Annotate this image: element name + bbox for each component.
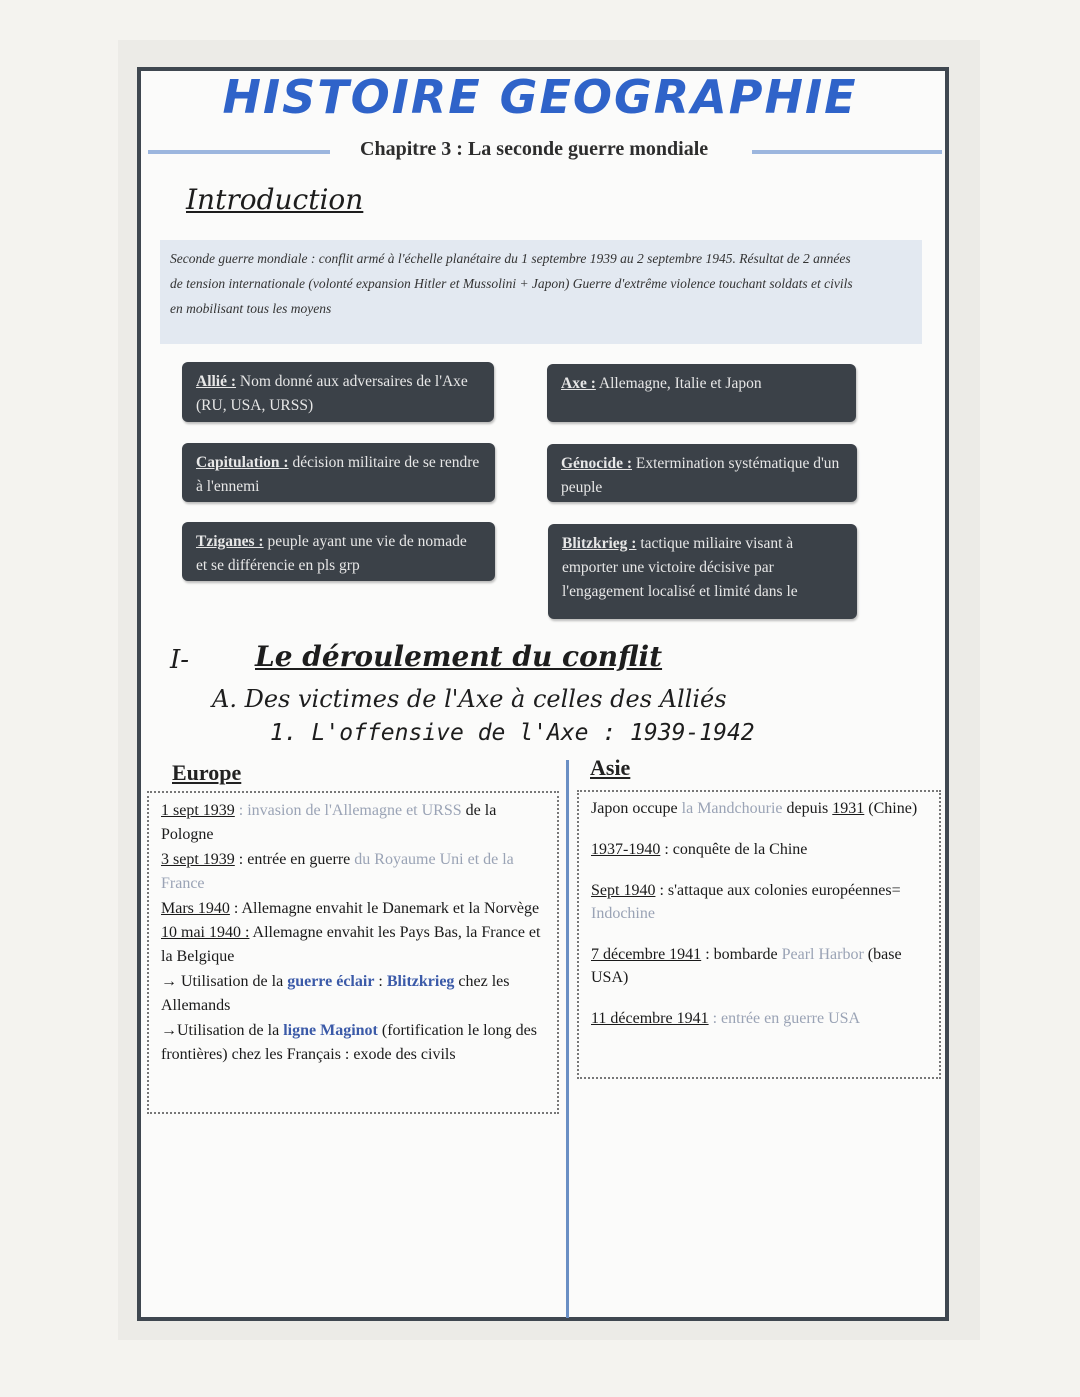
- event-faded-text: invasion de l'Allemagne et URSS: [247, 802, 462, 819]
- event-date: 1937-1940: [591, 841, 661, 858]
- introduction-box: [160, 240, 922, 344]
- keyword-guerre-eclair: guerre éclair: [287, 972, 375, 990]
- europe-note: [161, 1019, 547, 1068]
- page-title: HISTOIRE GEOGRAPHIE: [222, 70, 858, 124]
- note-text: (fortification le long des frontières) chez les Français : exode des civils: [161, 1021, 537, 1064]
- introduction-heading: Introduction: [186, 183, 364, 216]
- europe-timeline-box: [147, 791, 559, 1114]
- definition-card-tziganes: [182, 522, 495, 581]
- event-faded-text: Indochine: [591, 905, 655, 922]
- definition-term: Blitzkrieg :: [562, 535, 637, 552]
- subsection-a-title: A. Des victimes de l'Axe à celles des Alliés: [212, 685, 727, 713]
- definition-term: Capitulation :: [196, 454, 289, 471]
- note-text: chez les Allemands: [161, 972, 510, 1015]
- event-date: Sept 1940: [591, 882, 656, 899]
- event-date: 7 décembre 1941: [591, 946, 702, 963]
- event-text: Allemagne envahit les Pays Bas, la France et la Belgique: [161, 924, 541, 966]
- keyword-blitzkrieg: Blitzkrieg: [386, 972, 455, 990]
- europe-event: [161, 799, 547, 848]
- event-text: (Chine): [864, 800, 918, 817]
- definition-card-allie: [182, 362, 494, 422]
- event-date: 3 sept 1939: [161, 850, 235, 868]
- introduction-line: Seconde guerre mondiale : conflit armé à l'échelle planétaire du 1 septembre 1939 au 2 septembre 1945. Résultat de 2 années: [170, 251, 851, 266]
- definition-text: Nom donné aux adversaires de l'Axe (RU, USA, URSS): [196, 373, 468, 414]
- title-rule-left: [148, 150, 330, 154]
- event-text: Japon occupe: [591, 800, 682, 817]
- event-date: 10 mai 1940 :: [161, 924, 250, 942]
- event-date: 1931: [832, 800, 865, 817]
- asia-event: [591, 943, 929, 989]
- chapter-title: Chapitre 3 : La seconde guerre mondiale: [360, 138, 709, 160]
- introduction-line: de tension internationale (volonté expansion Hitler et Mussolini + Japon) Guerre d'extrême violence touchant soldats et civils: [170, 276, 853, 291]
- introduction-line: en mobilisant tous les moyens: [170, 301, 332, 316]
- asia-event: [591, 879, 929, 925]
- europe-event: [161, 921, 547, 970]
- event-text: : Allemagne envahit le Danemark et la Norvège: [229, 899, 540, 917]
- keyword-ligne-maginot: ligne Maginot: [283, 1021, 378, 1039]
- event-text: : conquête de la Chine: [660, 841, 808, 858]
- europe-event: [161, 848, 547, 897]
- definition-term: Axe :: [561, 375, 596, 392]
- definition-card-genocide: [547, 444, 857, 502]
- definition-text: tactique miliaire visant à emporter une victoire décisive par l'engagement localisé et limité dans le: [562, 535, 798, 600]
- asia-event: [591, 838, 929, 861]
- definition-text: Allemagne, Italie et Japon: [595, 375, 762, 392]
- europe-note: [161, 970, 547, 1019]
- definition-card-axe: [547, 364, 856, 422]
- event-date: 11 décembre 1941: [591, 1010, 709, 1027]
- asia-event: [591, 797, 929, 820]
- section-title: Le déroulement du conflit: [255, 640, 663, 673]
- asia-timeline-box: [577, 790, 941, 1079]
- section-number: I-: [170, 645, 190, 675]
- title-rule-right: [752, 150, 942, 154]
- event-faded-text: du Royaume Uni et de la France: [161, 850, 514, 893]
- event-faded-text: : entrée en guerre USA: [708, 1010, 861, 1027]
- column-divider: [566, 760, 569, 1318]
- definition-card-blitzkrieg: [548, 524, 857, 619]
- event-text: : entrée en guerre: [234, 850, 355, 868]
- asia-heading: Asie: [590, 755, 631, 780]
- event-faded-text: la Mandchourie: [681, 800, 783, 817]
- europe-event: [161, 897, 547, 921]
- event-text: (base USA): [591, 946, 902, 986]
- note-text: :: [374, 972, 387, 990]
- event-text: de la Pologne: [161, 802, 497, 844]
- definition-text: peuple ayant une vie de nomade et se différencie en pls grp: [196, 533, 467, 574]
- subsection-1-title: 1. L'offensive de l'Axe : 1939-1942: [270, 720, 755, 746]
- event-date: 1 sept 1939: [161, 802, 235, 819]
- event-text: depuis: [782, 800, 833, 817]
- event-faded-text: Pearl Harbor: [781, 946, 864, 963]
- event-date: Mars 1940: [161, 899, 230, 917]
- europe-heading: Europe: [172, 760, 242, 785]
- definition-text: Extermination systématique d'un peuple: [561, 455, 840, 496]
- asia-event: [591, 1007, 929, 1030]
- note-text: →Utilisation de la: [161, 1021, 284, 1039]
- note-text: → Utilisation de la: [161, 972, 288, 990]
- definition-term: Tziganes :: [196, 533, 264, 550]
- definition-term: Allié :: [196, 373, 237, 390]
- event-text: : bombarde: [701, 946, 782, 963]
- event-separator: :: [234, 802, 248, 819]
- definition-term: Génocide :: [561, 455, 633, 472]
- event-text: : s'attaque aux colonies européennes=: [655, 882, 901, 899]
- definition-text: décision militaire de se rendre à l'ennemi: [196, 454, 480, 495]
- definition-card-capitulation: [182, 443, 495, 502]
